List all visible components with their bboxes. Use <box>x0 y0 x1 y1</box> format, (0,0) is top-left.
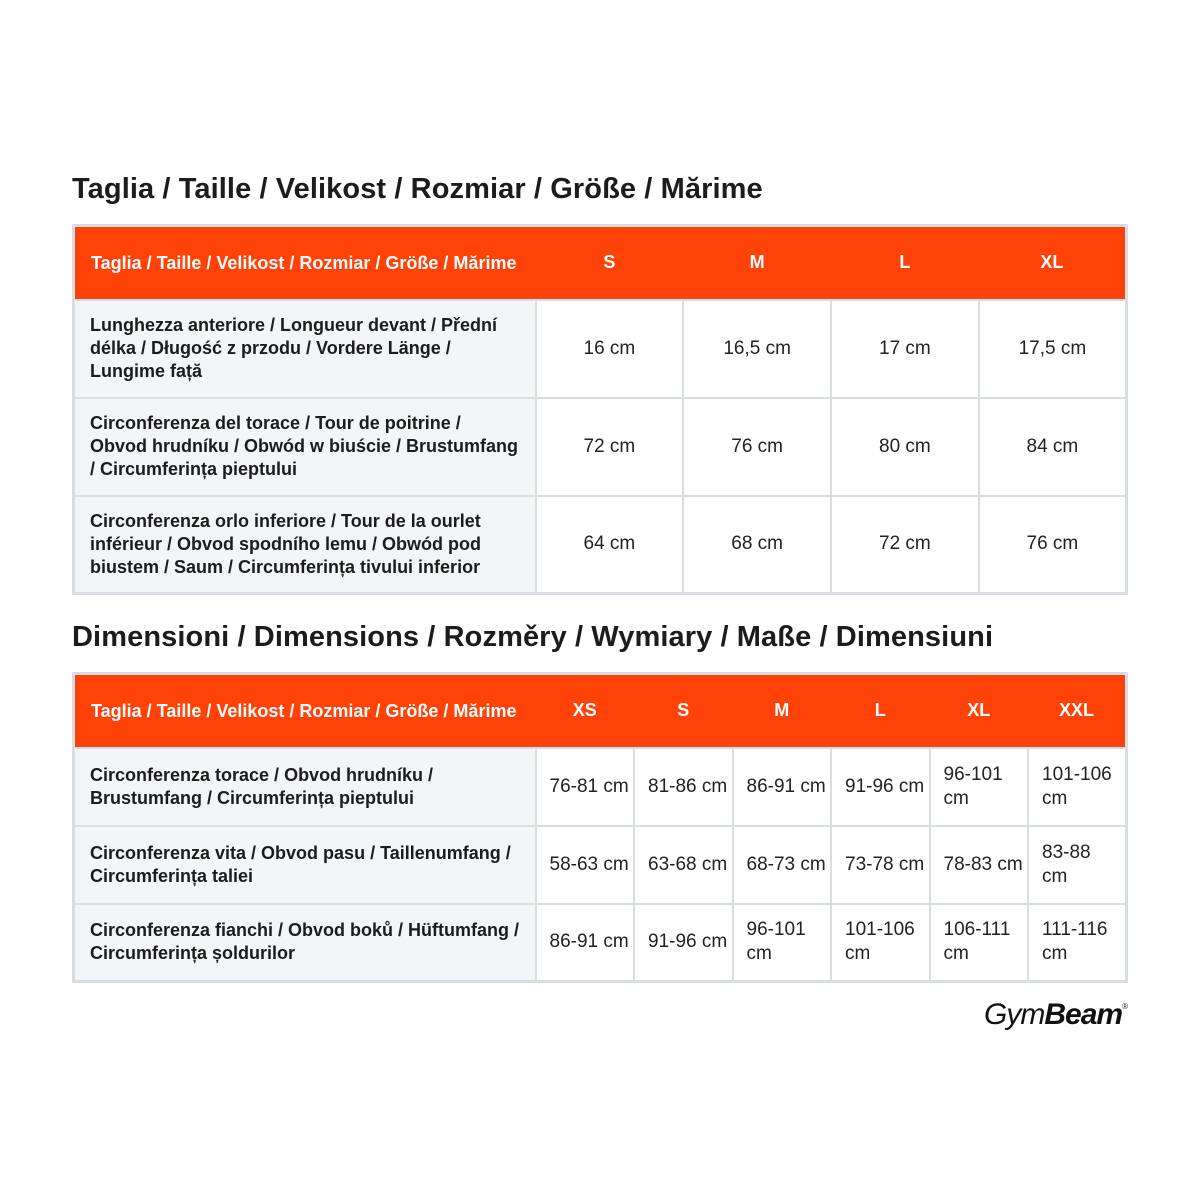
size-table <box>72 224 1128 595</box>
table-header-row <box>74 674 1127 748</box>
measurement-value: 91-96 cm <box>831 748 930 826</box>
measurement-value: 17 cm <box>831 300 979 398</box>
size-header-label: Taglia / Taille / Velikost / Rozmiar / Größe / Mărime <box>74 226 536 300</box>
logo-text-gym: Gym <box>984 998 1045 1031</box>
measurement-value: 78-83 cm <box>930 826 1029 904</box>
measurement-value: 86-91 cm <box>536 904 635 982</box>
size-header-label: Taglia / Taille / Velikost / Rozmiar / Größe / Mărime <box>74 674 536 748</box>
measurement-label: Lunghezza anteriore / Longueur devant / Přední délka / Długość z przodu / Vordere Länge / Lungime față <box>74 300 536 398</box>
measurement-label: Circonferenza vita / Obvod pasu / Taillenumfang / Circumferința taliei <box>74 826 536 904</box>
measurement-value: 83-88 cm <box>1028 826 1127 904</box>
measurement-value: 76-81 cm <box>536 748 635 826</box>
measurement-value: 111-116 cm <box>1028 904 1127 982</box>
table-row <box>74 826 1127 904</box>
dimensions-table-title: Dimensioni / Dimensions / Rozměry / Wymiary / Maße / Dimensiuni <box>72 621 994 653</box>
registered-mark: ® <box>1122 1002 1128 1011</box>
measurement-value: 91-96 cm <box>634 904 733 982</box>
measurement-value: 76 cm <box>979 496 1127 594</box>
measurement-value: 16,5 cm <box>683 300 831 398</box>
measurement-label: Circonferenza del torace / Tour de poitrine / Obvod hrudníku / Obwód w biuście / Brustumfang / Circumferința pieptului <box>74 398 536 496</box>
measurement-value: 106-111 cm <box>930 904 1029 982</box>
measurement-label: Circonferenza fianchi / Obvod boků / Hüftumfang / Circumferința șoldurilor <box>74 904 536 982</box>
size-column-header: L <box>831 674 930 748</box>
measurement-value: 72 cm <box>536 398 684 496</box>
size-column-header: M <box>733 674 832 748</box>
measurement-value: 72 cm <box>831 496 979 594</box>
measurement-value: 84 cm <box>979 398 1127 496</box>
measurement-value: 68-73 cm <box>733 826 832 904</box>
measurement-value: 73-78 cm <box>831 826 930 904</box>
measurement-value: 16 cm <box>536 300 684 398</box>
measurement-value: 17,5 cm <box>979 300 1127 398</box>
brand-logo <box>984 998 1128 1032</box>
table-row <box>74 904 1127 982</box>
measurement-value: 81-86 cm <box>634 748 733 826</box>
size-column-header: S <box>634 674 733 748</box>
table-row <box>74 748 1127 826</box>
measurement-value: 64 cm <box>536 496 684 594</box>
measurement-value: 101-106 cm <box>1028 748 1127 826</box>
size-table-title: Taglia / Taille / Velikost / Rozmiar / Größe / Mărime <box>72 173 763 205</box>
measurement-value: 80 cm <box>831 398 979 496</box>
size-column-header: L <box>831 226 979 300</box>
table-header-row <box>74 226 1127 300</box>
table-row <box>74 398 1127 496</box>
logo-text-beam: Beam <box>1044 998 1123 1031</box>
measurement-value: 63-68 cm <box>634 826 733 904</box>
size-column-header: M <box>683 226 831 300</box>
dimensions-table <box>72 672 1128 983</box>
measurement-value: 68 cm <box>683 496 831 594</box>
measurement-value: 96-101 cm <box>733 904 832 982</box>
measurement-value: 101-106 cm <box>831 904 930 982</box>
measurement-value: 76 cm <box>683 398 831 496</box>
measurement-value: 58-63 cm <box>536 826 635 904</box>
size-column-header: XL <box>979 226 1127 300</box>
size-column-header: XXL <box>1028 674 1127 748</box>
measurement-label: Circonferenza orlo inferiore / Tour de la ourlet inférieur / Obvod spodního lemu / Obwód pod biustem / Saum / Circumferința tivului inferior <box>74 496 536 594</box>
size-column-header: S <box>536 226 684 300</box>
size-column-header: XL <box>930 674 1029 748</box>
measurement-value: 96-101 cm <box>930 748 1029 826</box>
size-column-header: XS <box>536 674 635 748</box>
measurement-label: Circonferenza torace / Obvod hrudníku / Brustumfang / Circumferința pieptului <box>74 748 536 826</box>
table-row <box>74 496 1127 594</box>
table-row <box>74 300 1127 398</box>
measurement-value: 86-91 cm <box>733 748 832 826</box>
